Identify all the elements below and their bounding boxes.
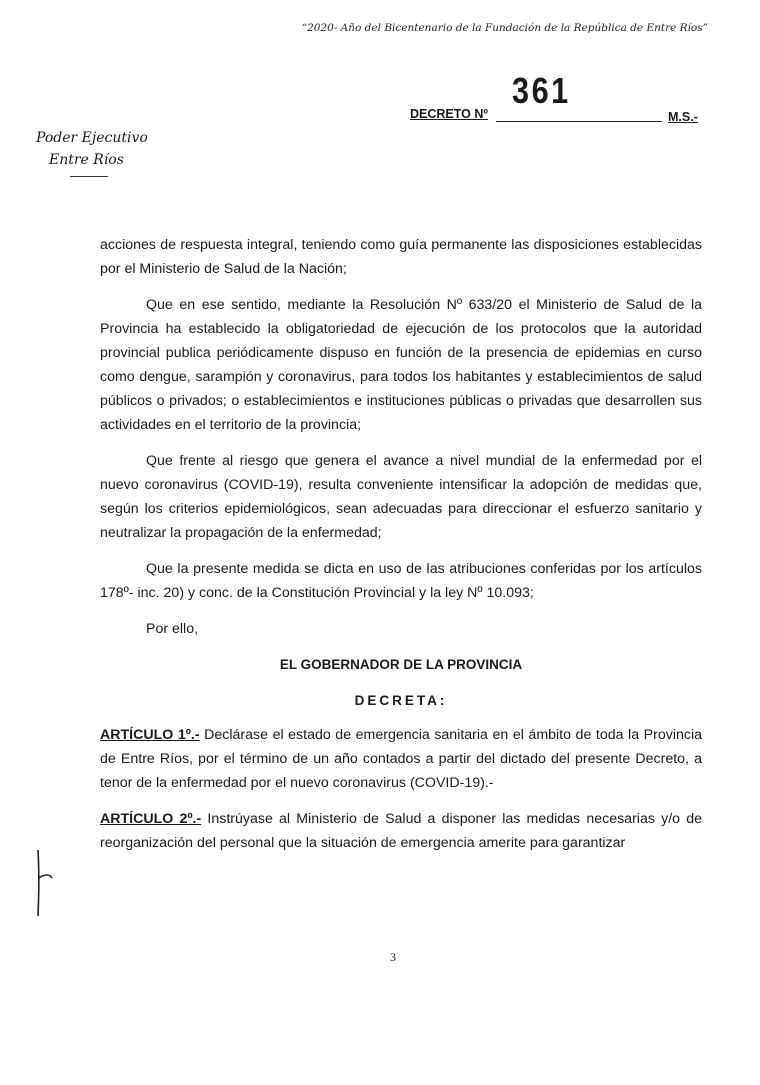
paragraph-4: Que la presente medida se dicta en uso de las atribuciones conferidas por los artículos 178º- inc. 20) y conc. de la Constitución Provincial y la ley Nº 10.093;: [100, 561, 702, 601]
seal-line-2: Entre Ríos: [49, 152, 124, 168]
article-1-label: ARTÍCULO 1º.-: [100, 727, 200, 743]
decreto-label: DECRETO Nº: [410, 107, 488, 121]
decreto-number: 361: [512, 70, 571, 111]
governor-heading: EL GOBERNADOR DE LA PROVINCIA: [279, 657, 523, 672]
seal-divider: [70, 176, 108, 177]
article-2-text: Instrúyase al Ministerio de Salud a disponer las medidas necesarias y/o de reorganización del personal que la situación de emergencia amerite para garantizar: [100, 811, 702, 851]
article-1-text: Declárase el estado de emergencia sanitaria en el ámbito de toda la Provincia de Entre Ríos, por el término de un año contados a partir del dictado del presente Decreto, a tenor de la enfermedad por el nuevo coronavirus (COVID-19).-: [100, 727, 702, 791]
decreto-underline: [496, 121, 662, 122]
page-number: 3: [390, 950, 396, 964]
paragraph-3: Que frente al riesgo que genera el avance a nivel mundial de la enfermedad por el nuevo coronavirus (COVID-19), resulta conveniente intensificar la adopción de medidas que, según los criterios epidemiológicos, sean adecuadas para direccionar el esfuerzo sanitario y neutralizar la propagación de la enfermedad;: [100, 453, 702, 541]
article-2-label: ARTÍCULO 2º.-: [100, 811, 202, 827]
article-2: [100, 807, 702, 855]
paragraph-1: acciones de respuesta integral, teniendo como guía permanente las disposiciones establecidas por el Ministerio de Salud de la Nación;: [100, 237, 702, 277]
article-1: [100, 723, 702, 795]
decree-body: [100, 233, 702, 867]
ministry-suffix: M.S.-: [668, 110, 698, 124]
paragraph-5: Por ello,: [146, 621, 199, 637]
seal-line-1: Poder Ejecutivo: [36, 130, 148, 146]
year-motto: “2020- Año del Bicentenario de la Fundación de la República de Entre Ríos”: [301, 22, 708, 34]
paragraph-2: Que en ese sentido, mediante la Resolución Nº 633/20 el Ministerio de Salud de la Provincia ha establecido la obligatoriedad de ejecución de los protocolos que la autoridad provincial publica periódicamente dispuso en función de la presencia de epidemias en curso como dengue, sarampión y coronavirus, para todos los habitantes y establecimientos de salud públicos o privados; o establecimientos e instituciones públicas o privadas que desarrollen sus actividades en el territorio de la provincia;: [100, 297, 702, 433]
executive-seal: [36, 127, 148, 171]
decreta-heading: DECRETA:: [354, 693, 448, 708]
margin-initial-mark: [28, 848, 58, 918]
